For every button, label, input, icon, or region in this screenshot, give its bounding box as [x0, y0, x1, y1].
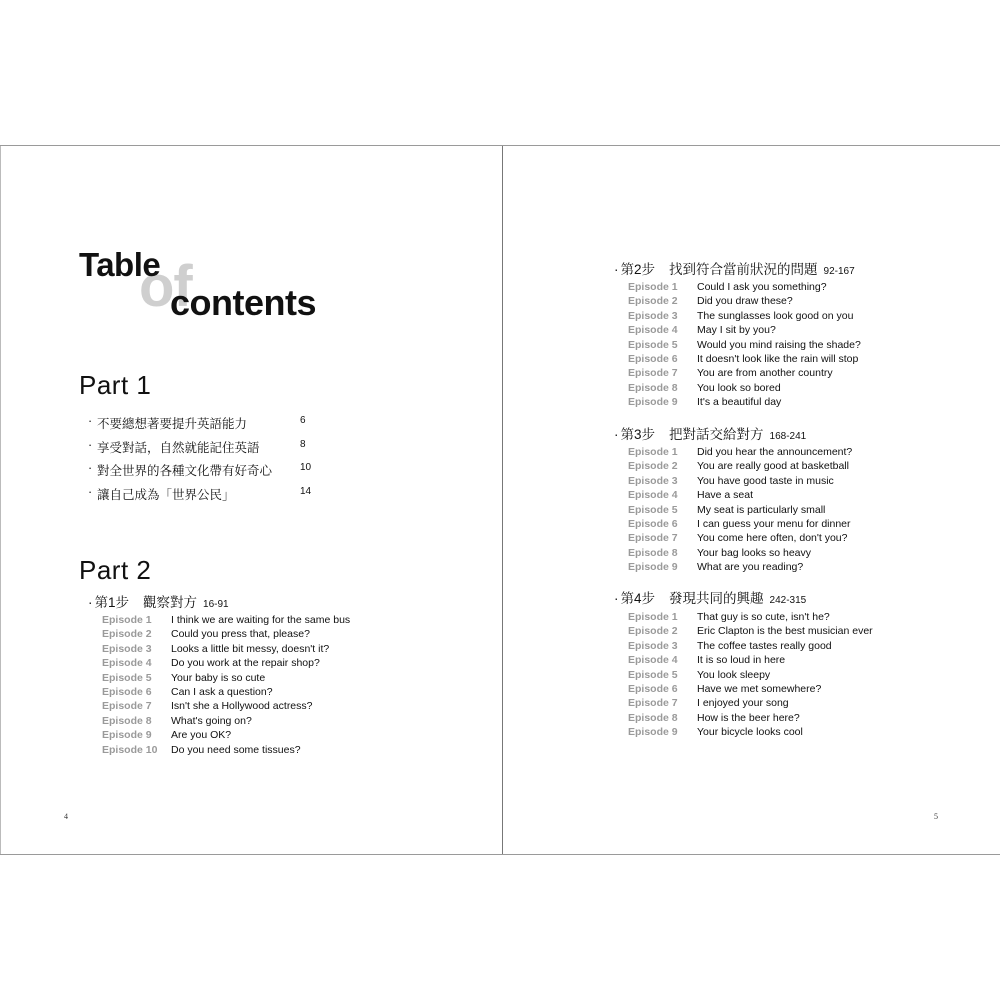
- episode-title: May I sit by you?: [697, 324, 776, 337]
- episode-title: You come here often, don't you?: [697, 532, 848, 545]
- episode-label: Episode 2: [628, 625, 678, 638]
- part1-item-title: 不要總想著要提升英語能力: [97, 417, 248, 431]
- episode-label: Episode 9: [628, 561, 678, 574]
- episode-label: Episode 7: [628, 697, 678, 710]
- book-spread: [0, 145, 1000, 855]
- part1-item-title: 享受對話，自然就能記住英語: [97, 440, 260, 455]
- bullet: ·: [88, 484, 93, 499]
- episode-title: It is so loud in here: [697, 654, 786, 667]
- episode-title: Your baby is so cute: [171, 671, 266, 684]
- episode-title: Your bag looks so heavy: [697, 546, 812, 559]
- episode-title: You look so bored: [697, 381, 781, 394]
- bullet: ·: [88, 461, 93, 476]
- part1-heading: Part 1: [79, 370, 152, 400]
- title-word-of: of: [139, 254, 192, 319]
- episode-label: Episode 2: [102, 628, 152, 641]
- episode-label: Episode 9: [628, 726, 678, 739]
- episode-title: I think we are waiting for the same bus: [171, 614, 351, 626]
- episode-label: Episode 9: [628, 396, 678, 409]
- episode-label: Episode 8: [628, 546, 678, 559]
- episode-label: Episode 8: [628, 711, 678, 724]
- episode-label: Episode 1: [628, 446, 678, 458]
- episode-title: Do you need some tissues?: [171, 743, 301, 756]
- right-page: [503, 146, 1000, 854]
- episode-label: Episode 2: [628, 460, 678, 473]
- title-word-contents: contents: [170, 282, 317, 323]
- episode-label: Episode 3: [628, 639, 678, 652]
- episode-title: You are really good at basketball: [697, 460, 849, 473]
- episode-label: Episode 1: [628, 611, 678, 623]
- episode-title: I can guess your menu for dinner: [697, 517, 851, 530]
- episode-label: Episode 6: [628, 517, 678, 530]
- episode-label: Episode 1: [628, 281, 678, 293]
- episode-label: Episode 7: [102, 700, 152, 713]
- episode-label: Episode 5: [102, 671, 152, 684]
- episode-title: You look sleepy: [697, 668, 771, 681]
- episode-title: What are you reading?: [697, 561, 804, 574]
- episode-title: Did you draw these?: [697, 295, 793, 308]
- part1-item[interactable]: [88, 414, 328, 438]
- step4-heading[interactable]: [614, 587, 806, 607]
- part1-item-page: 6: [300, 415, 306, 426]
- page-number: 4: [64, 812, 68, 821]
- episode-title: It doesn't look like the rain will stop: [697, 352, 859, 365]
- episode-title: You are from another country: [697, 367, 833, 380]
- step2-heading[interactable]: [614, 258, 855, 278]
- bullet: ·: [88, 595, 93, 610]
- episode-title: Did you hear the announcement?: [697, 446, 853, 458]
- step-page-range: 16-91: [203, 599, 229, 610]
- page-number: 5: [934, 812, 938, 821]
- bullet: ·: [88, 437, 93, 452]
- episode-label: Episode 4: [628, 489, 678, 502]
- episode-title: Could I ask you something?: [697, 281, 827, 293]
- episode-label: Episode 4: [628, 654, 678, 667]
- episode-label: Episode 9: [102, 729, 152, 742]
- episode-title: Do you work at the repair shop?: [171, 657, 320, 670]
- step-page-range: 168-241: [769, 431, 807, 442]
- episode-label: Episode 2: [628, 295, 678, 308]
- step-title: 觀察對方: [143, 595, 198, 610]
- episode-label: Episode 4: [628, 324, 678, 337]
- episode-title: You have good taste in music: [697, 474, 834, 487]
- step3-heading[interactable]: [614, 423, 806, 443]
- episode-title: That guy is so cute, isn't he?: [697, 611, 830, 623]
- step-page-range: 92-167: [823, 266, 855, 277]
- step-title: 把對話交給對方: [669, 427, 764, 442]
- episode-title: Would you mind raising the shade?: [697, 338, 861, 351]
- episode-label: Episode 10: [102, 743, 158, 756]
- episode-label: Episode 6: [628, 682, 678, 695]
- part1-item-title: 對全世界的各種文化帶有好奇心: [97, 464, 273, 479]
- bullet: ·: [88, 414, 93, 428]
- part1-item-page: 14: [300, 485, 312, 497]
- episode-label: Episode 3: [102, 642, 152, 655]
- part1-item-title: 讓自己成為「世界公民」: [97, 487, 235, 502]
- episode-label: Episode 3: [628, 309, 678, 322]
- step-page-range: 242-315: [769, 595, 807, 606]
- episode-label: Episode 1: [102, 614, 152, 626]
- episode-title: Have a seat: [697, 489, 754, 502]
- episode-label: Episode 6: [628, 352, 678, 365]
- episode-label: Episode 6: [102, 685, 152, 698]
- bullet: ·: [614, 591, 619, 606]
- episode-title: How is the beer here?: [697, 711, 800, 724]
- episode-title: Are you OK?: [171, 729, 232, 742]
- part1-item[interactable]: [88, 461, 328, 485]
- part1-list: [88, 414, 328, 508]
- episode-title: Looks a little bit messy, doesn't it?: [171, 642, 330, 655]
- episode-title: The sunglasses look good on you: [697, 309, 854, 322]
- part1-item-page: 8: [300, 438, 306, 450]
- episode-title: Eric Clapton is the best musician ever: [697, 625, 873, 638]
- step-label: 第2步: [620, 262, 656, 277]
- episode-label: Episode 5: [628, 338, 678, 351]
- episode-title: The coffee tastes really good: [697, 639, 832, 652]
- part1-item[interactable]: [88, 438, 328, 462]
- left-page: [0, 146, 502, 854]
- episode-title: Can I ask a question?: [171, 685, 273, 698]
- episode-title: Your bicycle looks cool: [697, 726, 803, 739]
- part2-heading: Part 2: [79, 555, 152, 585]
- episode-title: I enjoyed your song: [697, 697, 789, 710]
- title-word-table: Table: [79, 246, 161, 283]
- episode-title: Isn't she a Hollywood actress?: [171, 700, 313, 713]
- episode-title: What's going on?: [171, 714, 252, 727]
- bullet: ·: [614, 262, 619, 277]
- episode-label: Episode 3: [628, 474, 678, 487]
- step-title: 發現共同的興趣: [669, 591, 764, 606]
- part1-item-page: 10: [300, 462, 312, 474]
- episode-title: Could you press that, please?: [171, 628, 310, 641]
- step-label: 第3步: [620, 427, 656, 442]
- episode-label: Episode 4: [102, 657, 152, 670]
- step1-heading[interactable]: [88, 591, 229, 611]
- episode-label: Episode 8: [628, 381, 678, 394]
- episode-label: Episode 8: [102, 714, 152, 727]
- episode-label: Episode 5: [628, 668, 678, 681]
- episode-title: My seat is particularly small: [697, 503, 826, 516]
- step-title: 找到符合當前狀況的問題: [669, 262, 818, 277]
- episode-label: Episode 7: [628, 532, 678, 545]
- step-label: 第4步: [620, 591, 656, 606]
- part1-item[interactable]: [88, 485, 328, 509]
- bullet: ·: [614, 427, 619, 442]
- episode-label: Episode 7: [628, 367, 678, 380]
- episode-label: Episode 5: [628, 503, 678, 516]
- episode-title: It's a beautiful day: [697, 396, 782, 409]
- episode-title: Have we met somewhere?: [697, 682, 822, 695]
- step-label: 第1步: [94, 595, 130, 610]
